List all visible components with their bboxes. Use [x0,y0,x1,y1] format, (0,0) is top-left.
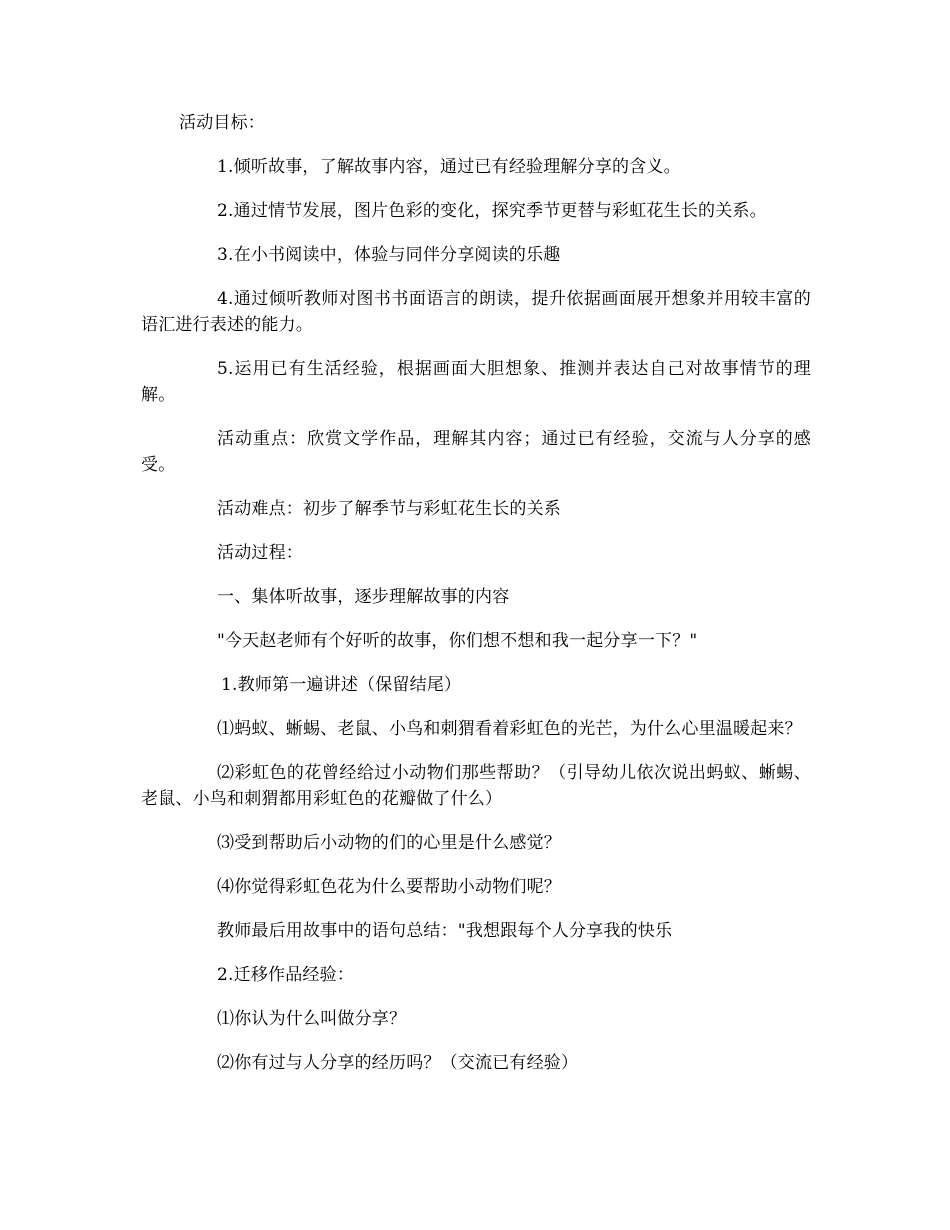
teacher-summary: 教师最后用故事中的语句总结："我想跟每个人分享我的快乐 [217,921,673,941]
question-1: ⑴蚂蚁、蜥蜴、老鼠、小鸟和刺猬看着彩虹色的光芒，为什么心里温暖起来？ [217,719,802,739]
question-6: ⑵你有过与人分享的经历吗？（交流已有经验） [217,1053,579,1073]
section-heading-goals: 活动目标： [179,113,265,133]
teacher-quote: "今天赵老师有个好听的故事，你们想不想和我一起分享一下？" [217,631,698,651]
process-step-1: 一、集体听故事，逐步理解故事的内容 [217,587,510,607]
substep-1: 1.教师第一遍讲述（保留结尾） [221,675,462,695]
document-body [141,110,811,1094]
key-points: 活动重点：欣赏文学作品，理解其内容；通过已有经验，交流与人分享的感受。 [141,429,811,475]
goal-item-4: 4.通过倾听教师对图书书面语言的朗读，提升依据画面展开想象并用较丰富的语汇进行表述的能力。 [141,289,811,335]
section-heading-process: 活动过程： [217,543,303,563]
question-2: ⑵彩虹色的花曾经给过小动物们那些帮助？（引导幼儿依次说出蚂蚁、蜥蜴、老鼠、小鸟和刺猬都用彩虹色的花瓣做了什么） [141,763,811,809]
question-5: ⑴你认为什么叫做分享？ [217,1009,407,1029]
goal-item-3: 3.在小书阅读中，体验与同伴分享阅读的乐趣 [217,245,561,265]
substep-2: 2.迁移作品经验： [217,965,355,985]
goal-item-5: 5.运用已有生活经验，根据画面大胆想象、推测并表达自己对故事情节的理解。 [141,359,811,405]
goal-item-2: 2.通过情节发展，图片色彩的变化，探究季节更替与彩虹花生长的关系。 [217,201,767,221]
goal-item-1: 1.倾听故事，了解故事内容，通过已有经验理解分享的含义。 [217,157,681,177]
difficult-points: 活动难点：初步了解季节与彩虹花生长的关系 [217,499,561,519]
question-3: ⑶受到帮助后小动物的们的心里是什么感觉？ [217,833,561,853]
question-4: ⑷你觉得彩虹色花为什么要帮助小动物们呢？ [217,877,561,897]
